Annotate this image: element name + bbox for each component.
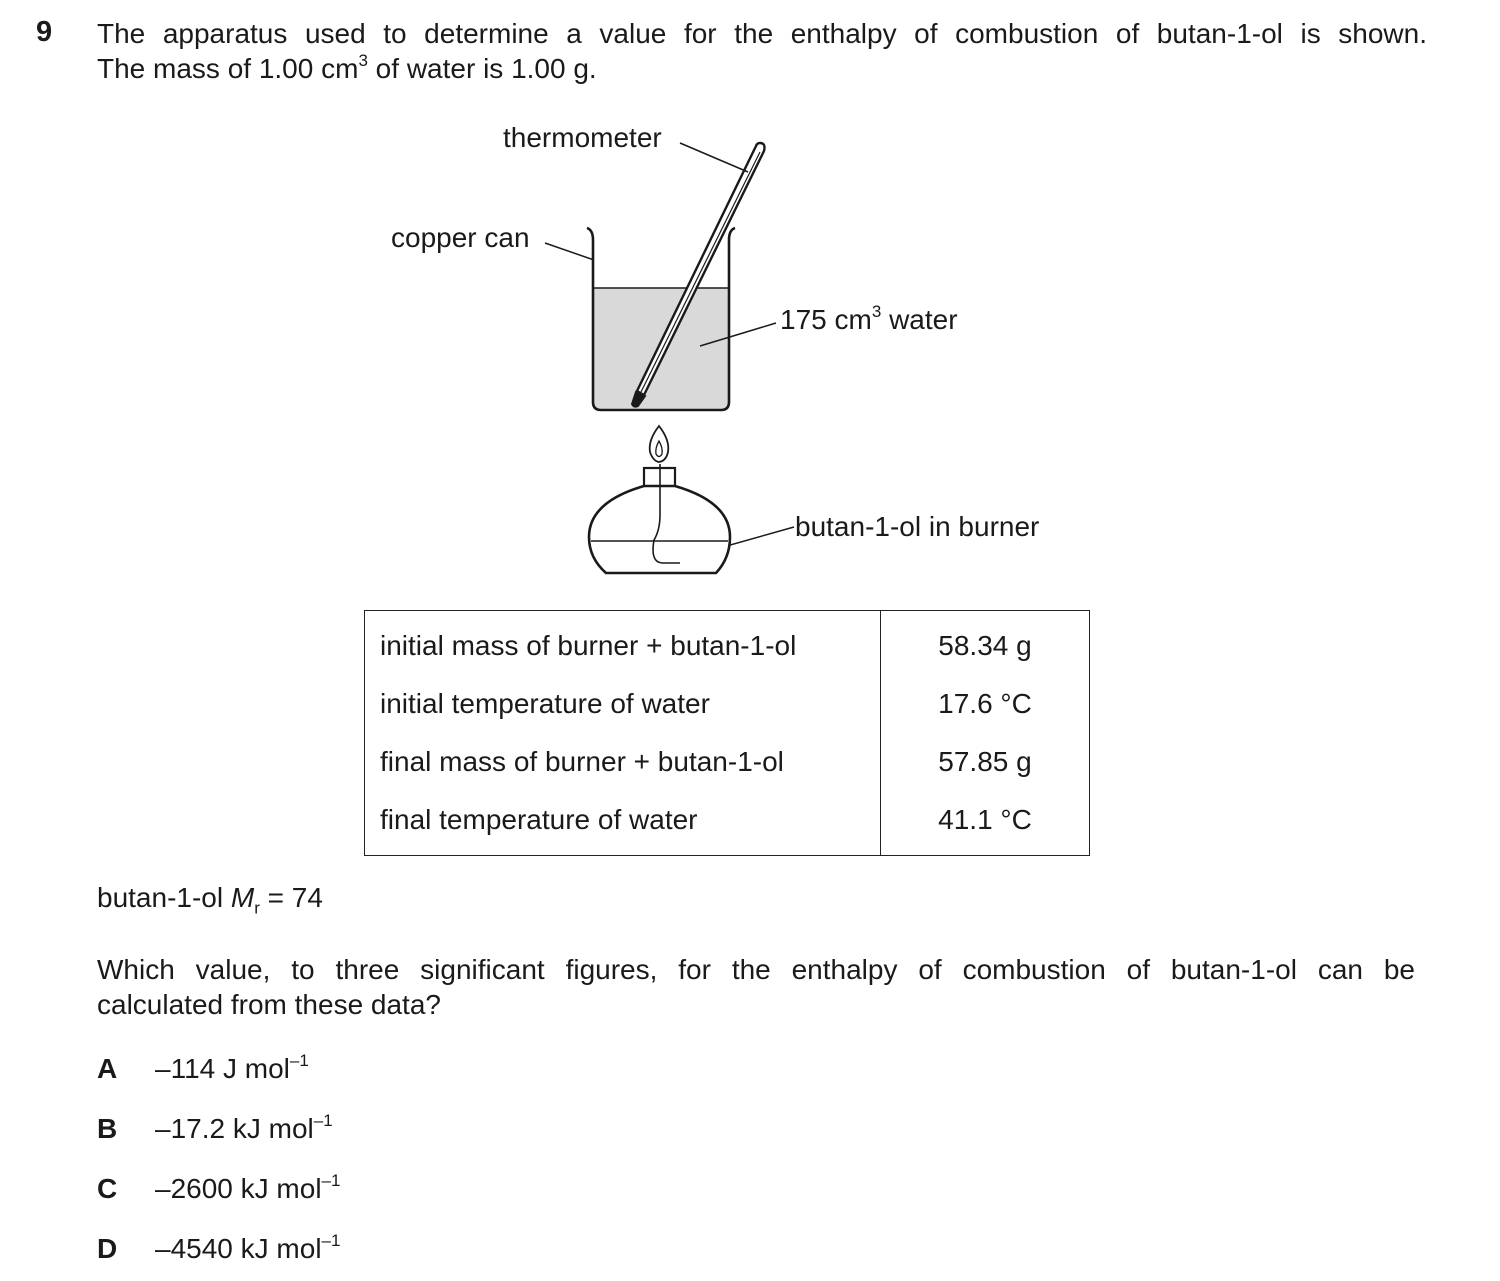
table-quantity: initial mass of burner + butan-1-ol (365, 611, 881, 676)
question-number: 9 (36, 16, 53, 48)
thermometer-label: thermometer (503, 122, 662, 153)
molar-mass-line: butan-1-ol $M_r = 74$ (97, 882, 323, 918)
table-value: 58.34 g (881, 611, 1090, 676)
option-letter: A (97, 1053, 118, 1084)
data-table (364, 610, 1090, 856)
option-letter: C (97, 1173, 118, 1204)
option-letter: B (97, 1113, 118, 1144)
apparatus-diagram (0, 0, 1500, 600)
table-value: 17.6 °C (881, 675, 1090, 733)
stem-line-1: The apparatus used to determine a value for the enthalpy of combustion of butan-1-ol is shown. (97, 18, 1427, 49)
option-b[interactable]: B –17.2 kJ mol$^{-1}$ (97, 1110, 333, 1144)
table-row (365, 611, 1090, 676)
option-c[interactable]: C –2600 kJ mol$^{-1}$ (97, 1170, 341, 1204)
prompt-line-2: calculated from these data? (97, 989, 441, 1020)
option-d[interactable]: D –4540 kJ mol$^{-1}$ (97, 1230, 341, 1264)
table-row (365, 675, 1090, 733)
copper-can-leader (545, 243, 594, 260)
prompt-line-1: Which value, to three significant figures, for the enthalpy of combustion of butan-1-ol can be (97, 954, 1415, 985)
stem-line-2: The mass of 1.00 $cm^3$ of water is 1.00 g. (97, 50, 597, 84)
table-row (365, 733, 1090, 791)
water-label: 175 $cm^3$ water (780, 301, 958, 335)
option-a[interactable]: A –114 J mol$^{-1}$ (97, 1050, 309, 1084)
burner-label: butan-1-ol in burner (795, 511, 1040, 542)
table-value: 57.85 g (881, 733, 1090, 791)
option-letter: D (97, 1233, 118, 1264)
table-quantity: initial temperature of water (365, 675, 881, 733)
table-quantity: final mass of burner + butan-1-ol (365, 733, 881, 791)
table-row (365, 791, 1090, 856)
question-prompt (97, 952, 1415, 1022)
table-value: 41.1 °C (881, 791, 1090, 856)
thermometer-leader (680, 143, 748, 172)
table-quantity: final temperature of water (365, 791, 881, 856)
copper-can-label: copper can (391, 222, 530, 253)
